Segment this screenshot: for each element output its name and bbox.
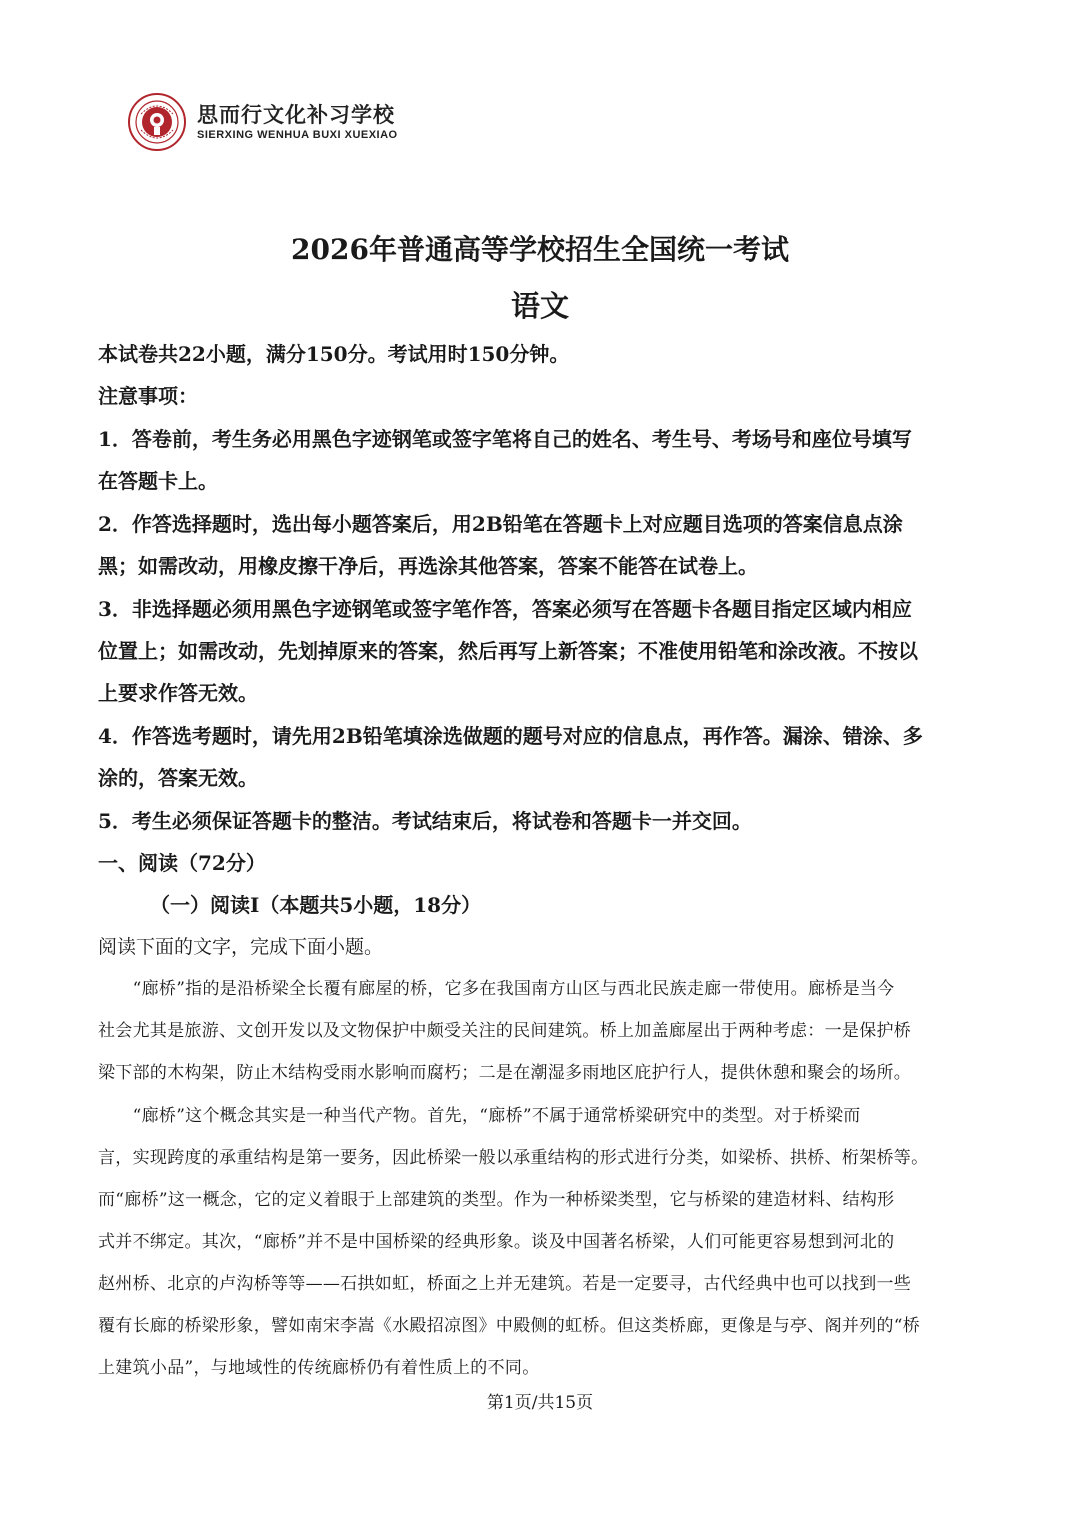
passage-line: 式并不绑定。其次，“廊桥”并不是中国桥梁的经典形象。谈及中国著名桥梁，人们可能更容易想到河北的 <box>98 1232 895 1252</box>
notice-5-line-1: 5．考生必须保证答题卡的整洁。考试结束后，将试卷和答题卡一并交回。 <box>98 809 752 833</box>
passage-line: 言，实现跨度的承重结构是第一要务，因此桥梁一般以承重结构的形式进行分类，如梁桥、拱桥、桁架桥等。 <box>98 1148 929 1168</box>
notice-4-line-1: 4．作答选考题时，请先用2B铅笔填涂选做题的题号对应的信息点，再作答。漏涂、错涂、多 <box>98 724 923 748</box>
passage-line: “廊桥”指的是沿桥梁全长覆有廊屋的桥，它多在我国南方山区与西北民族走廊一带使用。廊桥是当今 <box>98 979 895 999</box>
exam-title: 2026年普通高等学校招生全国统一考试 <box>291 233 789 266</box>
page-number: 第1页/共15页 <box>486 1393 594 1413</box>
notice-3-line-3: 上要求作答无效。 <box>98 681 258 705</box>
passage-line: “廊桥”这个概念其实是一种当代产物。首先，“廊桥”不属于通常桥梁研究中的类型。对于桥梁而 <box>98 1106 861 1126</box>
passage-line: 而“廊桥”这一概念，它的定义着眼于上部建筑的类型。作为一种桥梁类型，它与桥梁的建造材料、结构形 <box>98 1190 895 1210</box>
passage-line: 赵州桥、北京的卢沟桥等等——石拱如虹，桥面之上并无建筑。若是一定要寻，古代经典中也可以找到一些 <box>98 1274 912 1294</box>
intro-text: 本试卷共22小题，满分150分。考试用时150分钟。 <box>98 342 570 366</box>
notice-3-line-2: 位置上；如需改动，先划掉原来的答案，然后再写上新答案；不准使用铅笔和涂改液。不按以 <box>98 639 918 663</box>
school-seal-icon <box>127 92 187 152</box>
notice-heading: 注意事项： <box>98 384 198 408</box>
subsection-heading: （一）阅读I（本题共5小题，18分） <box>150 893 482 917</box>
notice-1-line-1: 1．答卷前，考生务必用黑色字迹钢笔或签字笔将自己的姓名、考生号、考场号和座位号填写 <box>98 427 912 451</box>
notice-4-line-2: 涂的，答案无效。 <box>98 766 258 790</box>
school-header <box>127 92 398 152</box>
reading-instruction: 阅读下面的文字，完成下面小题。 <box>98 936 384 958</box>
notice-1-line-2: 在答题卡上。 <box>98 469 218 493</box>
subject-title: 语文 <box>510 289 569 323</box>
passage-line: 上建筑小品”，与地域性的传统廊桥仍有着性质上的不同。 <box>98 1358 540 1378</box>
notice-3-line-1: 3．非选择题必须用黑色字迹钢笔或签字笔作答，答案必须写在答题卡各题目指定区域内相应 <box>98 597 912 621</box>
notice-2-line-2: 黑；如需改动，用橡皮擦干净后，再选涂其他答案，答案不能答在试卷上。 <box>98 554 758 578</box>
school-name-en: SIERXING WENHUA BUXI XUEXIAO <box>197 128 398 141</box>
section-heading: 一、阅读（72分） <box>98 851 266 875</box>
school-name-cn: 思而行文化补习学校 <box>197 102 395 127</box>
passage-line: 社会尤其是旅游、文创开发以及文物保护中颇受关注的民间建筑。桥上加盖廊屋出于两种考虑：一是保护桥 <box>98 1021 912 1041</box>
passage-line: 梁下部的木构架，防止木结构受雨水影响而腐朽；二是在潮湿多雨地区庇护行人，提供休憩和聚会的场所。 <box>98 1063 912 1083</box>
passage-line: 覆有长廊的桥梁形象，譬如南宋李嵩《水殿招凉图》中殿侧的虹桥。但这类桥廊，更像是与亭、阁并列的“桥 <box>98 1316 921 1336</box>
notice-2-line-1: 2．作答选择题时，选出每小题答案后，用2B铅笔在答题卡上对应题目选项的答案信息点涂 <box>98 512 903 536</box>
